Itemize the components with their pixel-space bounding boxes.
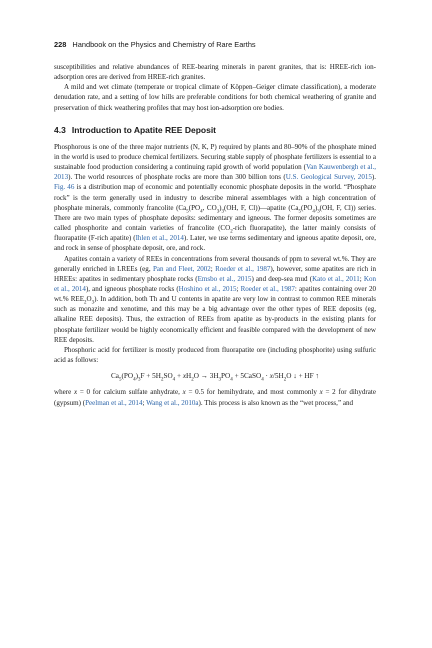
- citation-link[interactable]: Van Kauwenbergh et al., 2013: [54, 163, 376, 182]
- citation-link[interactable]: Kon et al., 2014: [54, 274, 376, 293]
- citation-link[interactable]: Emsbo et al., 2015: [197, 274, 252, 283]
- figure-link[interactable]: Fig. 46: [54, 183, 75, 192]
- citation-link[interactable]: Ihlen et al., 2014: [135, 234, 184, 243]
- citation-link[interactable]: Peelman et al., 2014: [85, 398, 143, 407]
- page-number: 228: [54, 40, 67, 49]
- paragraph: Phosphoric acid for fertilizer is mostly produced from fluorapatite ore (including phosphorite) using sulfuric acid as follows:: [54, 345, 376, 365]
- paragraph: Apatites contain a variety of REEs in concentrations from several thousands of ppm to several wt.%. They are generally enriched in LREEs (eg, Pan and Fleet, 2002; Roeder et al., 1987), however, some apatites are rich in HREEs: apatites in sedimentary phosphate rocks (Emsbo et al., 2015) and deep-sea mud (Kato et al., 2011; Kon et al., 2014), and igneous phosphate rocks (Hoshino et al., 2015; Roeder et al., 1987: apatites containing over 20 wt.% $REE_2O_3$). In addition, both Th and U contents in apatite are very low in contrast to common REE minerals such as monazite and xenotime, and this may be a big advantage over the other types of REE deposits (eg, alkaline REE deposits). Thus, the extraction of REEs from apatite as by-products in the existing plants for phosphate fertilizer would be highly economically efficient and feasible compared with the development of new REE deposits.: [54, 254, 377, 344]
- paragraph: where x = 0 for calcium sulfate anhydrate, x = 0.5 for hemihydrate, and most commonly x = 2 for dihydrate (gypsum) (Peelman et al., 2014; Wang et al., 2010a). This process is also known as the “wet process,” and: [54, 388, 376, 407]
- running-header: [54, 40, 374, 49]
- running-title: Handbook on the Physics and Chemistry of Rare Earths: [72, 40, 256, 49]
- citation-link[interactable]: Wang et al., 2010a: [146, 398, 199, 407]
- section-heading: [54, 125, 376, 135]
- paragraph-continued: susceptibilities and relative abundances of REE-bearing minerals in parent granites, that is: HREE-rich ion-adsorption ores are derived from HREE-rich granites.: [54, 63, 376, 82]
- section-title: Introduction to Apatite REE Deposit: [71, 124, 217, 135]
- chemical-equation: $Ca_5(PO_4)_3F + 5H_2SO_4 + xH_2O \to 3H_3PO_4$ + 5CaSO$_4$ · $x/5H_2O$ ↓ + HF ↑: [110, 372, 320, 383]
- citation-link[interactable]: Hoshino et al., 2015: [178, 284, 237, 293]
- section-number: 4.3: [54, 124, 66, 135]
- citation-link[interactable]: Roeder et al., 1987: [215, 264, 271, 273]
- citation-link[interactable]: Pan and Fleet, 2002: [152, 264, 211, 273]
- citation-link[interactable]: U.S. Geological Survey, 2015: [285, 173, 372, 182]
- citation-link[interactable]: Kato et al., 2011: [312, 274, 360, 283]
- body-text: [54, 62, 376, 408]
- paragraph: Phosphorous is one of the three major nutrients (N, K, P) required by plants and 80–90% of the phosphate mined in the world is used to produce chemical fertilizers. Securing stable supply of phosphate fertilizers is essential to a sustainable food production considering a continuing rapid growth of world population (Van Kauwenbergh et al., 2013). The world resources of phosphate rocks are more than 300 billion tons (U.S. Geological Survey, 2015). Fig. 46 is a distribution map of economic and potentially economic phosphate deposits in the world. “Phosphate rock” is the term generally used in industry to describe mineral assemblages with a high concentration of phosphate minerals, commonly francolite ($Ca_5(PO_4$, $CO_3)_3(OH$, F, Cl))—apatite ($Ca_5(PO_4)_3(OH$, F, Cl)) series. There are two main types of phosphate deposits: sedimentary and igneous. The former deposits sometimes are called phosphorite and contain varieties of francolite ($CO_2$-rich fluorapatite), the latter mainly consists of fluorapatite (F-rich apatite) (Ihlen et al., 2014). Later, we use terms sedimentary and igneous apatite deposit, ore, and rock in sense of phosphate deposit, ore, and rock.: [54, 142, 376, 253]
- paragraph: A mild and wet climate (temperate or tropical climate of Köppen–Geiger climate classification), a moderate denudation rate, and a setting of low hills are preferable conditions for both chemical weathering of granite and preservation of thick weathering profiles that may host ion-adsorption ore bodies.: [54, 83, 376, 112]
- citation-link[interactable]: Roeder et al., 1987: [240, 284, 295, 293]
